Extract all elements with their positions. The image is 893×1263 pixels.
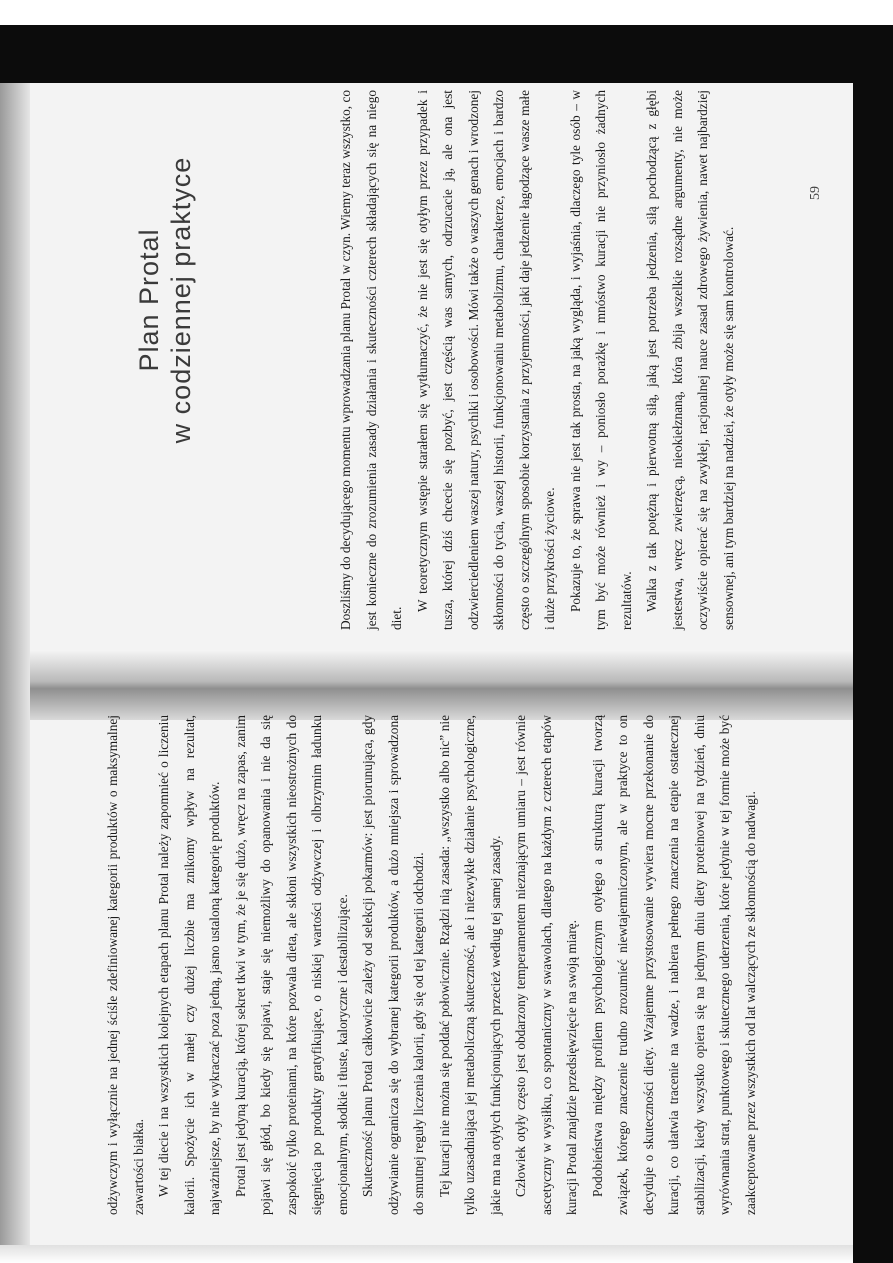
previous-page-body [100, 715, 763, 1215]
paragraph: Tej kuracji nie można się poddać połowicznie. Rządzi nią zasada: „wszystko albo nic” nie tylko uzasadniająca jej metaboliczną skuteczność, ale i niezwykłe działanie psychologiczne, jakie ma na otyłych funkcjonujących przecież według tej samej zasady. [436, 715, 503, 1215]
bottom-margin [0, 1245, 853, 1263]
previous-page [80, 715, 770, 1215]
paragraph: W teoretycznym wstępie starałem się wytłumaczyć, że nie jest się otyłym przez przypadek i tusza, której dziś chcecie się pozbyć, jest częścią was samych, odrzucacie ją, ale ona jest odzwierciedleniem waszej natury, psychiki i osobowości. Mówi także o waszych genach i wrodzonej skłonności do tycia, waszej historii, funkcjonowaniu metabolizmu, charakterze, emocjach i bardzo często o szczególnym sposobie korzystania z przyjemności, jaki daje jedzenie łagodzące wasze małe i duże przykrości życiowe. [414, 90, 557, 630]
paragraph: W tej diecie i na wszystkich kolejnych etapach planu Protal należy zapomnieć o liczeniu kalorii. Spożycie ich w małej czy dużej liczbie ma znikomy wpływ na rezultat, najważniejsze, by nie wykraczać poza jedną, jasno ustaloną kategorię produktów. [156, 715, 222, 1215]
paragraph: Skuteczność planu Protal całkowicie zależy od selekcji pokarmów: jest piorunująca, gdy odżywianie ogranicza się do wybranej kategorii produktów, a dużo mniejsza i sprowadzona do smutnej reguły liczenia kalorii, gdy się od tej kategorii odchodzi. [360, 715, 426, 1215]
chapter-title [133, 150, 197, 450]
paragraph: Doszliśmy do decydującego momentu wprowadzania planu Protal w czyn. Wiemy teraz wszystko, co jest konieczne do zrozumienia zasady działania i skuteczności czterech składających się na niego diet. [338, 90, 404, 630]
page-59 [48, 80, 848, 640]
paragraph: Walka z tak potężną i pierwotną siłą, jaką jest potrzeba jedzenia, siłą pochodzącą z głębi jestestwa, wręcz zwierzęcą, nieokiełznaną, która zbija wszelkie rozsądne argumenty, nie może oczywiście opierać się na zwykłej, racjonalnej nauce zasad zdrowego żywienia, nawet najbardziej sensownej, ani tym bardziej na nadziei, że otyły może się sam kontrolować. [644, 90, 736, 630]
paragraph: Protal jest jedyną kuracją, której sekret tkwi w tym, że je się dużo, wręcz na zapas, zanim pojawi się głód, bo kiedy się pojawi, staje się niemożliwy do opanowania i nie da się zaspokoić tylko proteinami, na które pozwala dieta, ale skłoni wszystkich nieostrożnych do sięgnięcia po produkty gratyfikujące, o niskiej wartości odżywczej i olbrzymim ładunku emocjonalnym, słodkie i tłuste, kaloryczne i destabilizujące. [232, 715, 350, 1215]
paragraph: odżywczym i wyłącznie na jednej ściśle zdefiniowanej kategorii produktów o maksymalnej zawartości białka. [105, 715, 146, 1215]
scanner-border-top [0, 25, 893, 83]
page-number: 59 [808, 186, 823, 200]
book-gutter [30, 650, 853, 720]
scanner-border-right [853, 25, 893, 1263]
page-59-body [333, 90, 741, 630]
paragraph: Podobieństwa między profilem psychologicznym otyłego a strukturą kuracji tworzą związek, którego znaczenie trudno zrozumieć niewtajemniczonym, ale w praktyce to on decyduje o skuteczności diety. Wzajemne przystosowanie wywiera mocne przekonanie do kuracji, co ułatwia tracenie na wadze, i nabiera pełnego znaczenia na etapie ostatecznej stabilizacji, kiedy wszystko opiera się na jednym dniu diety proteinowej na tydzień, dniu wyrównania strat, punktowego i skutecznego uderzenia, które jedynie w tej formie może być zaakceptowane przez wszystkich od lat walczących ze skłonnością do nadwagi. [589, 715, 758, 1215]
paragraph: Człowiek otyły często jest obdarzony temperamentem nieznającym umiaru – jest równie ascetyczny w wysiłku, co spontaniczny w swawolach, dlatego na każdym z czterech etapów kuracji Protal znajdzie przedsięwzięcie na swoją miarę. [513, 715, 579, 1215]
chapter-title-line2: w codziennej praktyce [166, 156, 196, 444]
paragraph: Pokazuje to, że sprawa nie jest tak prosta, na jaką wygląda, i wyjaśnia, dlaczego tyle osób – w tym być może również i wy – poniosło porażkę i mnóstwo kuracji nie przyniosło żadnych rezultatów. [567, 90, 634, 630]
chapter-title-line1: Plan Protal [134, 228, 164, 372]
book-edge-shadow [0, 83, 30, 1251]
